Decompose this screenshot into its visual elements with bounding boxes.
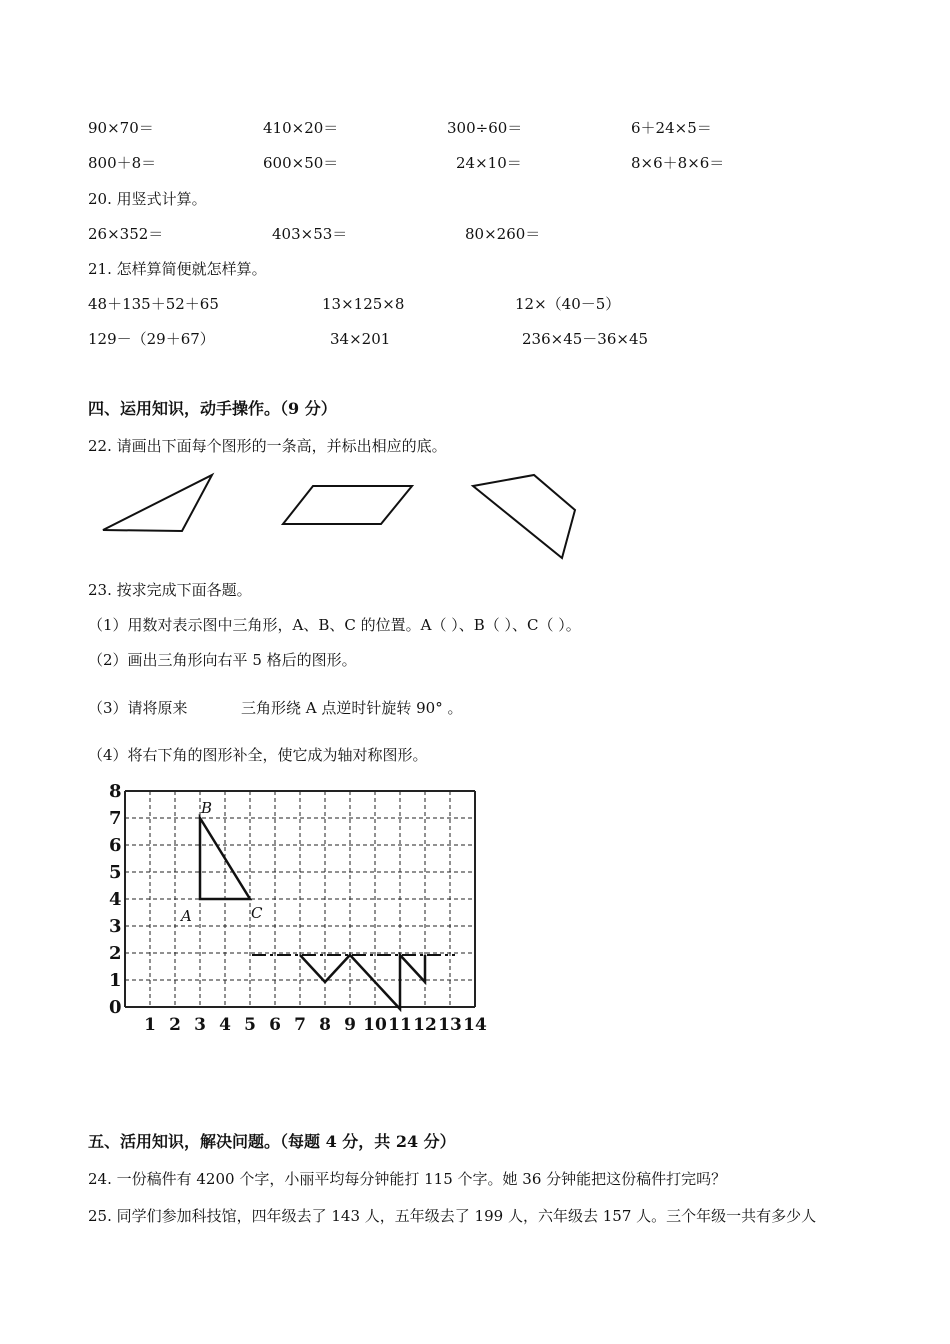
- q24-text: 24. 一份稿件有 4200 个字，小丽平均每分钟能打 115 个字。她 36 分钟能把这份稿件打完吗？: [88, 1170, 727, 1188]
- q25-text: 25. 同学们参加科技馆，四年级去了 143 人，五年级去了 199 人，六年级去 157 人。三个年级一共有多少人: [88, 1207, 817, 1225]
- y-tick-label: 7: [109, 808, 122, 829]
- y-tick-label: 6: [109, 835, 122, 856]
- x-tick-label: 11: [388, 1015, 412, 1035]
- q21-title: 21. 怎样算简便就怎样算。: [88, 260, 267, 278]
- section-5-heading: 五、活用知识，解决问题。（每题 4 分，共 24 分）: [88, 1132, 456, 1151]
- calc-1-3: 300÷60＝: [447, 119, 523, 137]
- triangle-shape: [103, 475, 212, 531]
- y-axis-labels: [109, 781, 122, 1018]
- calc-2-4: 8×6＋8×6＝: [631, 154, 725, 172]
- q21-r2-3: 236×45－36×45: [522, 330, 649, 348]
- point-c-label: C: [251, 904, 263, 922]
- q23-title: 23. 按求完成下面各题。: [88, 581, 252, 599]
- y-tick-label: 8: [109, 781, 122, 802]
- x-tick-label: 13: [438, 1015, 462, 1035]
- parallelogram-shape: [283, 486, 412, 524]
- triangle-abc: [200, 818, 250, 899]
- point-a-label: A: [181, 907, 192, 925]
- y-tick-label: 4: [109, 889, 122, 910]
- y-tick-label: 2: [109, 943, 122, 964]
- y-tick-label: 1: [109, 970, 122, 991]
- grid-lines: [125, 791, 475, 1007]
- calc-2-1: 800＋8＝: [88, 154, 157, 172]
- q22-title: 22. 请画出下面每个图形的一条高，并标出相应的底。: [88, 437, 447, 455]
- coordinate-grid: [0, 780, 950, 1040]
- calc-2-3: 24×10＝: [456, 154, 522, 172]
- point-b-label: B: [201, 799, 213, 817]
- q21-r1-2: 13×125×8: [322, 295, 405, 313]
- q23-part-4: （4）将右下角的图形补全，使它成为轴对称图形。: [88, 746, 428, 764]
- calc-1-1: 90×70＝: [88, 119, 154, 137]
- calc-1-4: 6＋24×5＝: [631, 119, 712, 137]
- x-tick-label: 4: [219, 1015, 231, 1035]
- q20-item-1: 26×352＝: [88, 225, 164, 243]
- x-tick-label: 14: [463, 1015, 487, 1035]
- x-tick-label: 5: [244, 1015, 256, 1035]
- calc-1-2: 410×20＝: [263, 119, 339, 137]
- q21-r1-1: 48＋135＋52＋65: [88, 295, 219, 313]
- x-tick-label: 2: [169, 1015, 181, 1035]
- q20-title: 20. 用竖式计算。: [88, 190, 207, 208]
- q23-part-3b: 三角形绕 A 点逆时针旋转 90° 。: [241, 699, 463, 717]
- q23-part-2: （2）画出三角形向右平 5 格后的图形。: [88, 651, 357, 669]
- q21-r2-1: 129－（29＋67）: [88, 330, 215, 348]
- x-tick-label: 8: [319, 1015, 331, 1035]
- q22-shapes: [0, 465, 950, 565]
- x-tick-label: 10: [363, 1015, 387, 1035]
- q23-part-1: （1）用数对表示图中三角形，A、B、C 的位置。A（ ）、B（ ）、C（ ）。: [88, 616, 581, 634]
- x-tick-label: 1: [144, 1015, 156, 1035]
- x-tick-label: 9: [344, 1015, 356, 1035]
- x-tick-label: 3: [194, 1015, 206, 1035]
- y-tick-label: 5: [109, 862, 122, 883]
- q23-part-3a: （3）请将原来: [88, 699, 188, 717]
- x-tick-label: 12: [413, 1015, 437, 1035]
- q21-r2-2: 34×201: [330, 330, 391, 348]
- q20-item-3: 80×260＝: [465, 225, 541, 243]
- x-axis-labels: [144, 1015, 487, 1035]
- section-4-heading: 四、运用知识，动手操作。（9 分）: [88, 399, 337, 418]
- y-tick-label: 3: [109, 916, 122, 937]
- q21-r1-3: 12×（40－5）: [515, 295, 621, 313]
- x-tick-label: 6: [269, 1015, 281, 1035]
- calc-2-2: 600×50＝: [263, 154, 339, 172]
- q20-item-2: 403×53＝: [272, 225, 348, 243]
- trapezoid-shape: [473, 475, 575, 558]
- half-figure: [300, 955, 425, 1009]
- x-tick-label: 7: [294, 1015, 306, 1035]
- y-tick-label: 0: [109, 997, 122, 1018]
